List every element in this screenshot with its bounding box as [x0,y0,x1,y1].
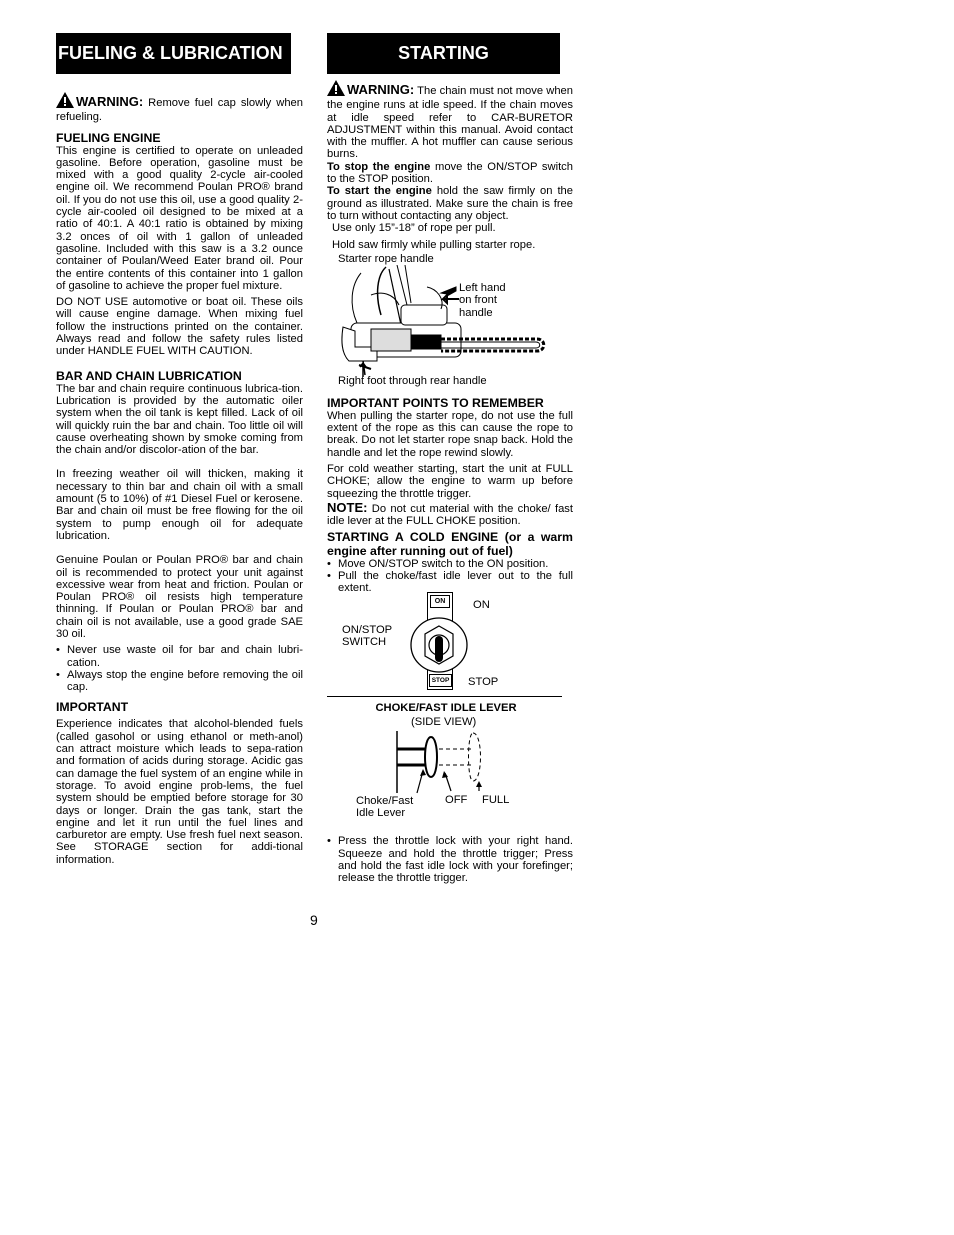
switch-label-1: ON/STOP [342,624,393,637]
warning-text: Remove fuel cap slowly when refueling. [56,97,304,124]
switch-on-caption: ON [473,599,490,612]
choke-subtitle: (SIDE VIEW) [411,716,477,729]
cold-engine-heading: STARTING A COLD ENGINE (or a warm engine after running out of fuel) [327,529,573,558]
starting-warning [327,80,573,161]
list-item: • Move ON/STOP switch to the ON position. [327,558,573,570]
list-item: • Press the throttle lock with your right hand. Squeeze and hold the throttle trigger; Press and hold the fast idle lock with your forefinger; release the throttle trigger. [327,835,573,884]
stop-engine-paragraph [327,161,573,186]
warning-text: The chain must not move when the engine runs at idle speed. If the chain moves at idle speed refer to CAR-BURETOR ADJUSTMENT within this manual. Avoid contact with the muffler. A hot muffler can cause serious burns. [327,85,573,161]
bar-chain-heading: BAR AND CHAIN LUBRICATION [56,368,242,383]
bar-paragraph-3: Genuine Poulan or Poulan PRO® bar and chain oil is recommended to protect your unit against excessive wear from heat and friction. Poulan or Poulan PRO® oil resists high temperature thinning. If Poulan or Poulan PRO® bar and chain oil is not available, use a good grade SAE 30 oil. [56,554,303,640]
switch-on-plate: ON [430,595,450,608]
points-paragraph-1: When pulling the starter rope, do not use the full extent of the rope as this can cause the rope to break. Do not let starter rope snap back. Hold the handle and let the rope rewind slowly. [327,409,573,459]
stop-engine-label: To stop the engine [327,160,431,173]
note-text: Do not cut material with the choke/ fast idle lever at the FULL CHOKE position. [327,502,573,528]
choke-off-label: OFF [445,794,468,807]
important-paragraph: Experience indicates that alcohol-blended fuels (called gasohol or using ethanol or meth-anol) can attract moisture which leads to sepa-ration and formation of acids during storage. Acidic gas can damage the fuel system of an engine while in storage. To avoid engine prob-lems, the fuel system should be emptied before storage for 30 days or longer. Drain the gas tank, start the engine and let it run until the fuel lines and carburetor are empty. Use fresh fuel next season. See STORAGE section for addi-tional information. [56,718,303,866]
list-item: • Always stop the engine before removing the oil cap. [56,669,303,694]
choke-full-label: FULL [482,794,510,807]
start-engine-label: To start the engine [327,185,432,198]
note-paragraph [327,499,573,528]
starting-figure [327,251,573,397]
fueling-paragraph-1: This engine is certified to operate on unleaded gasoline. Before operation, gasoline must be mixed with a good quality 2-cycle air-cooled engine oil. We recommend Poulan PRO® brand oil. If you do not use this oil, use a good quality 2-cycle air-cooled oil designed to be mixed at a ratio of 40:1. A 40:1 ratio is obtained by mixing 3.2 onces of oil with 1 gallon of unleaded gasoline. Included with this saw is a 3.2 ounce container of Poulan/Weed Eater brand oil. Pour the entire contents of this container into 1 gallon of gasoline to achieve the proper fuel mixture. [56,144,303,292]
throttle-bullets [327,835,573,884]
cold-engine-bullets [327,558,573,595]
starting-header: STARTING [327,33,560,74]
oil-bullet-list [56,644,303,693]
starter-rope-caption: Starter rope handle [338,252,434,265]
fueling-paragraph-2: DO NOT USE automotive or boat oil. These oils will cause engine damage. When mixing fuel follow the instructions printed on the container. Always read and follow the safety rules listed under HANDLE FUEL WITH CAUTION. [56,296,303,358]
warning-label: WARNING: [76,94,144,109]
note-label: NOTE: [327,499,368,515]
left-hand-caption: Left hand [459,281,506,294]
fueling-warning [56,92,303,124]
choke-lever-label-1: Choke/Fast [356,795,414,808]
important-points-heading: IMPORTANT POINTS TO REMEMBER [327,395,544,410]
start-engine-text: hold the saw firmly on the ground as illustrated. Make sure the chain is free to turn without contacting any object. [327,185,574,222]
bar-paragraph-2: In freezing weather oil will thicken, making it necessary to thin bar and chain oil with a small amount (5 to 10%) of #1 Diesel Fuel or kerosene. Bar and chain oil must be free flowing for the oil system to pump enough oil for adequate lubrication. [56,468,303,542]
bar-paragraph-1: The bar and chain require continuous lubrica-tion. Lubrication is provided by the automatic oiler system when the oil tank is kept filled. Lack of oil will quickly ruin the bar and chain. Too little oil will cause overheating shown by smoke coming from the chain and/or discolor-ation of the bar. [56,382,303,457]
warning-icon [56,92,74,111]
choke-figure [327,729,573,835]
rope-note: Use only 15”-18” of rope per pull. [332,222,496,235]
handle-caption: handle [459,306,493,319]
start-engine-paragraph [327,185,573,222]
switch-label-2: SWITCH [342,636,387,649]
right-foot-caption: Right foot through rear handle [338,374,487,387]
fueling-header: FUELING & LUBRICATION [56,33,291,74]
switch-toggle-icon [407,616,471,674]
divider [327,696,562,697]
switch-stop-plate: STOP [429,674,452,687]
switch-figure [327,594,573,698]
page-number: 9 [310,912,318,928]
choke-title: CHOKE/FAST IDLE LEVER [375,702,517,715]
hold-note: Hold saw firmly while pulling starter rope. [332,238,536,251]
on-front-caption: on front [459,293,497,306]
switch-stop-caption: STOP [468,676,499,689]
important-heading: IMPORTANT [56,700,129,715]
choke-lever-label-2: Idle Lever [356,807,406,820]
warning-label: WARNING: [347,82,415,97]
fueling-engine-heading: FUELING ENGINE [56,130,161,145]
list-item: • Never use waste oil for bar and chain lubri-cation. [56,644,303,669]
starting-column [327,33,573,885]
points-paragraph-2: For cold weather starting, start the unit at FULL CHOKE; allow the engine to warm up before squeezing the throttle trigger. [327,463,573,500]
warning-icon [327,80,345,99]
fueling-column [56,33,303,866]
stop-engine-text: move the ON/STOP switch to the STOP position. [327,160,573,186]
list-item: • Pull the choke/fast idle lever out to the full extent. [327,570,573,595]
chainsaw-illustration [341,265,551,377]
